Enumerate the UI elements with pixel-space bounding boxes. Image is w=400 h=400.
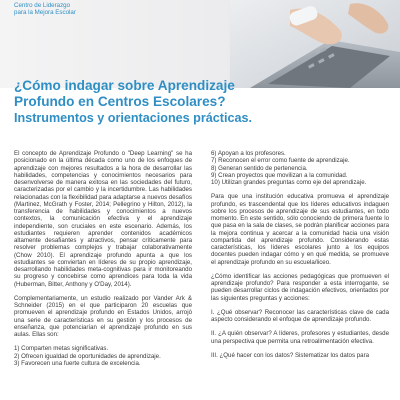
list-item: 3) Favorecen una fuerte cultura de excelencia.: [14, 359, 141, 367]
question-what-to-do-with-data: III. ¿Qué hacer con los datos? Sistematizar los datos para: [211, 351, 370, 359]
leadership-paragraph: Para que una institución educativa promueva el aprendizaje profundo, es trascendental que los líderes educativos indaguen sobre los procesos de aprendizaje de sus estudiantes, en todo momento. En este sentido, sólo conociendo de primera fuente lo que pasa en la sala de clases, se podrán planificar acciones para la mejora continua y acercar a la comunidad hacia una visión compartida del aprendizaje profundo. Considerando estas características, los líderes escolares junto a los equipos docentes pueden indagar cómo y en qué medida, se promueve el aprendizaje profundo en su escuela/liceo.: [211, 193, 389, 266]
study-paragraph: Complementariamente, un estudio realizado por Vander Ark & Schneider (2015) en el que participaron 20 escuelas que promueven el aprendizaje profundo en Estados Unidos, arrojó una serie de características en su gestión y los procesos de enseñanza, que potenciarían el aprendizaje profundo en sus aulas. Ellas son:: [14, 294, 192, 338]
question-paragraph: ¿Cómo identificar las acciones pedagógicas que promueven el aprendizaje profundo? Para responder a esta interrogante, se pueden desarrollar ciclos de indagación efectivos, orientados por las siguientes preguntas y acciones:: [211, 272, 389, 302]
list-item: 6) Apoyan a los profesores.: [211, 150, 286, 157]
question-whom-to-observe: II. ¿A quién observar? A líderes, profesores y estudiantes, desde una perspectiva que permita una retroalimentación efectiva.: [211, 330, 389, 345]
list-item: 9) Crean proyectos que movilizan a la comunidad.: [211, 171, 348, 179]
list-item: 8) Generan sentido de pertenencia.: [211, 164, 308, 172]
laptop-photo-icon: [230, 0, 400, 88]
organization-line-1: Centro de Liderazgo: [14, 2, 71, 9]
question-what-to-observe: I. ¿Qué observar? Reconocer las características clave de cada aspecto considerando el enfoque de aprendizaje profundo.: [211, 308, 389, 323]
characteristics-list-right: [211, 150, 389, 186]
organization-line-2: para la Mejora Escolar: [14, 9, 76, 17]
right-column: [211, 150, 389, 359]
page-title: [14, 78, 314, 109]
list-item: 2) Ofrecen igualdad de oportunidades de aprendizaje.: [14, 352, 161, 360]
organization-name: [14, 2, 124, 17]
title-line-2: Profundo en Centros Escolares?: [14, 93, 226, 109]
title-line-1: ¿Cómo indagar sobre Aprendizaje: [14, 78, 235, 93]
list-item: 7) Reconocen el error como fuente de aprendizaje.: [211, 157, 350, 165]
list-item: 1) Comparten metas significativas.: [14, 345, 109, 353]
intro-paragraph: El concepto de Aprendizaje Profundo o "Deep Learning" se ha posicionado en la última década como uno de los enfoques de aprendizaje con mejores resultados a la hora de desarrollar las habilidades, competencias y conocimientos necesarios para desenvolverse de manera exitosa en las sociedades del futuro, caracterizadas por el cambio y la incertidumbre. Las habilidades relacionadas con la flexibilidad para adaptarse a nuevos desafíos (Martinez, McGrath y Foster, 2014; Pellegrino y Hilton, 2012), la transferencia de habilidades y conocimientos a nuevos contextos, la comunicación efectiva y el aprendizaje independiente, son cruciales en este escenario. Además, los estudiantes requieren aprender contenidos académicos altamente desafiantes y atractivos, pensar críticamente para resolver problemas complejos y trabajar colaborativamente (Chow 2010). El aprendizaje profundo apunta a que los estudiantes se conviertan en líderes de su propio aprendizaje, desarrollando habilidades meta-cognitivas para ir monitoreando su progreso y concebirse como aprendices para toda la vida (Huberman, Bitter, Anthony y O'Day, 2014).: [14, 150, 192, 288]
laptop-typing-photo: [230, 0, 400, 88]
header-banner: [0, 0, 400, 88]
left-column: [14, 150, 192, 374]
characteristics-list-left: [14, 345, 192, 367]
page-subtitle: Instrumentos y orientaciones prácticas.: [14, 111, 252, 125]
list-item: 10) Utilizan grandes preguntas como eje del aprendizaje.: [211, 179, 367, 186]
